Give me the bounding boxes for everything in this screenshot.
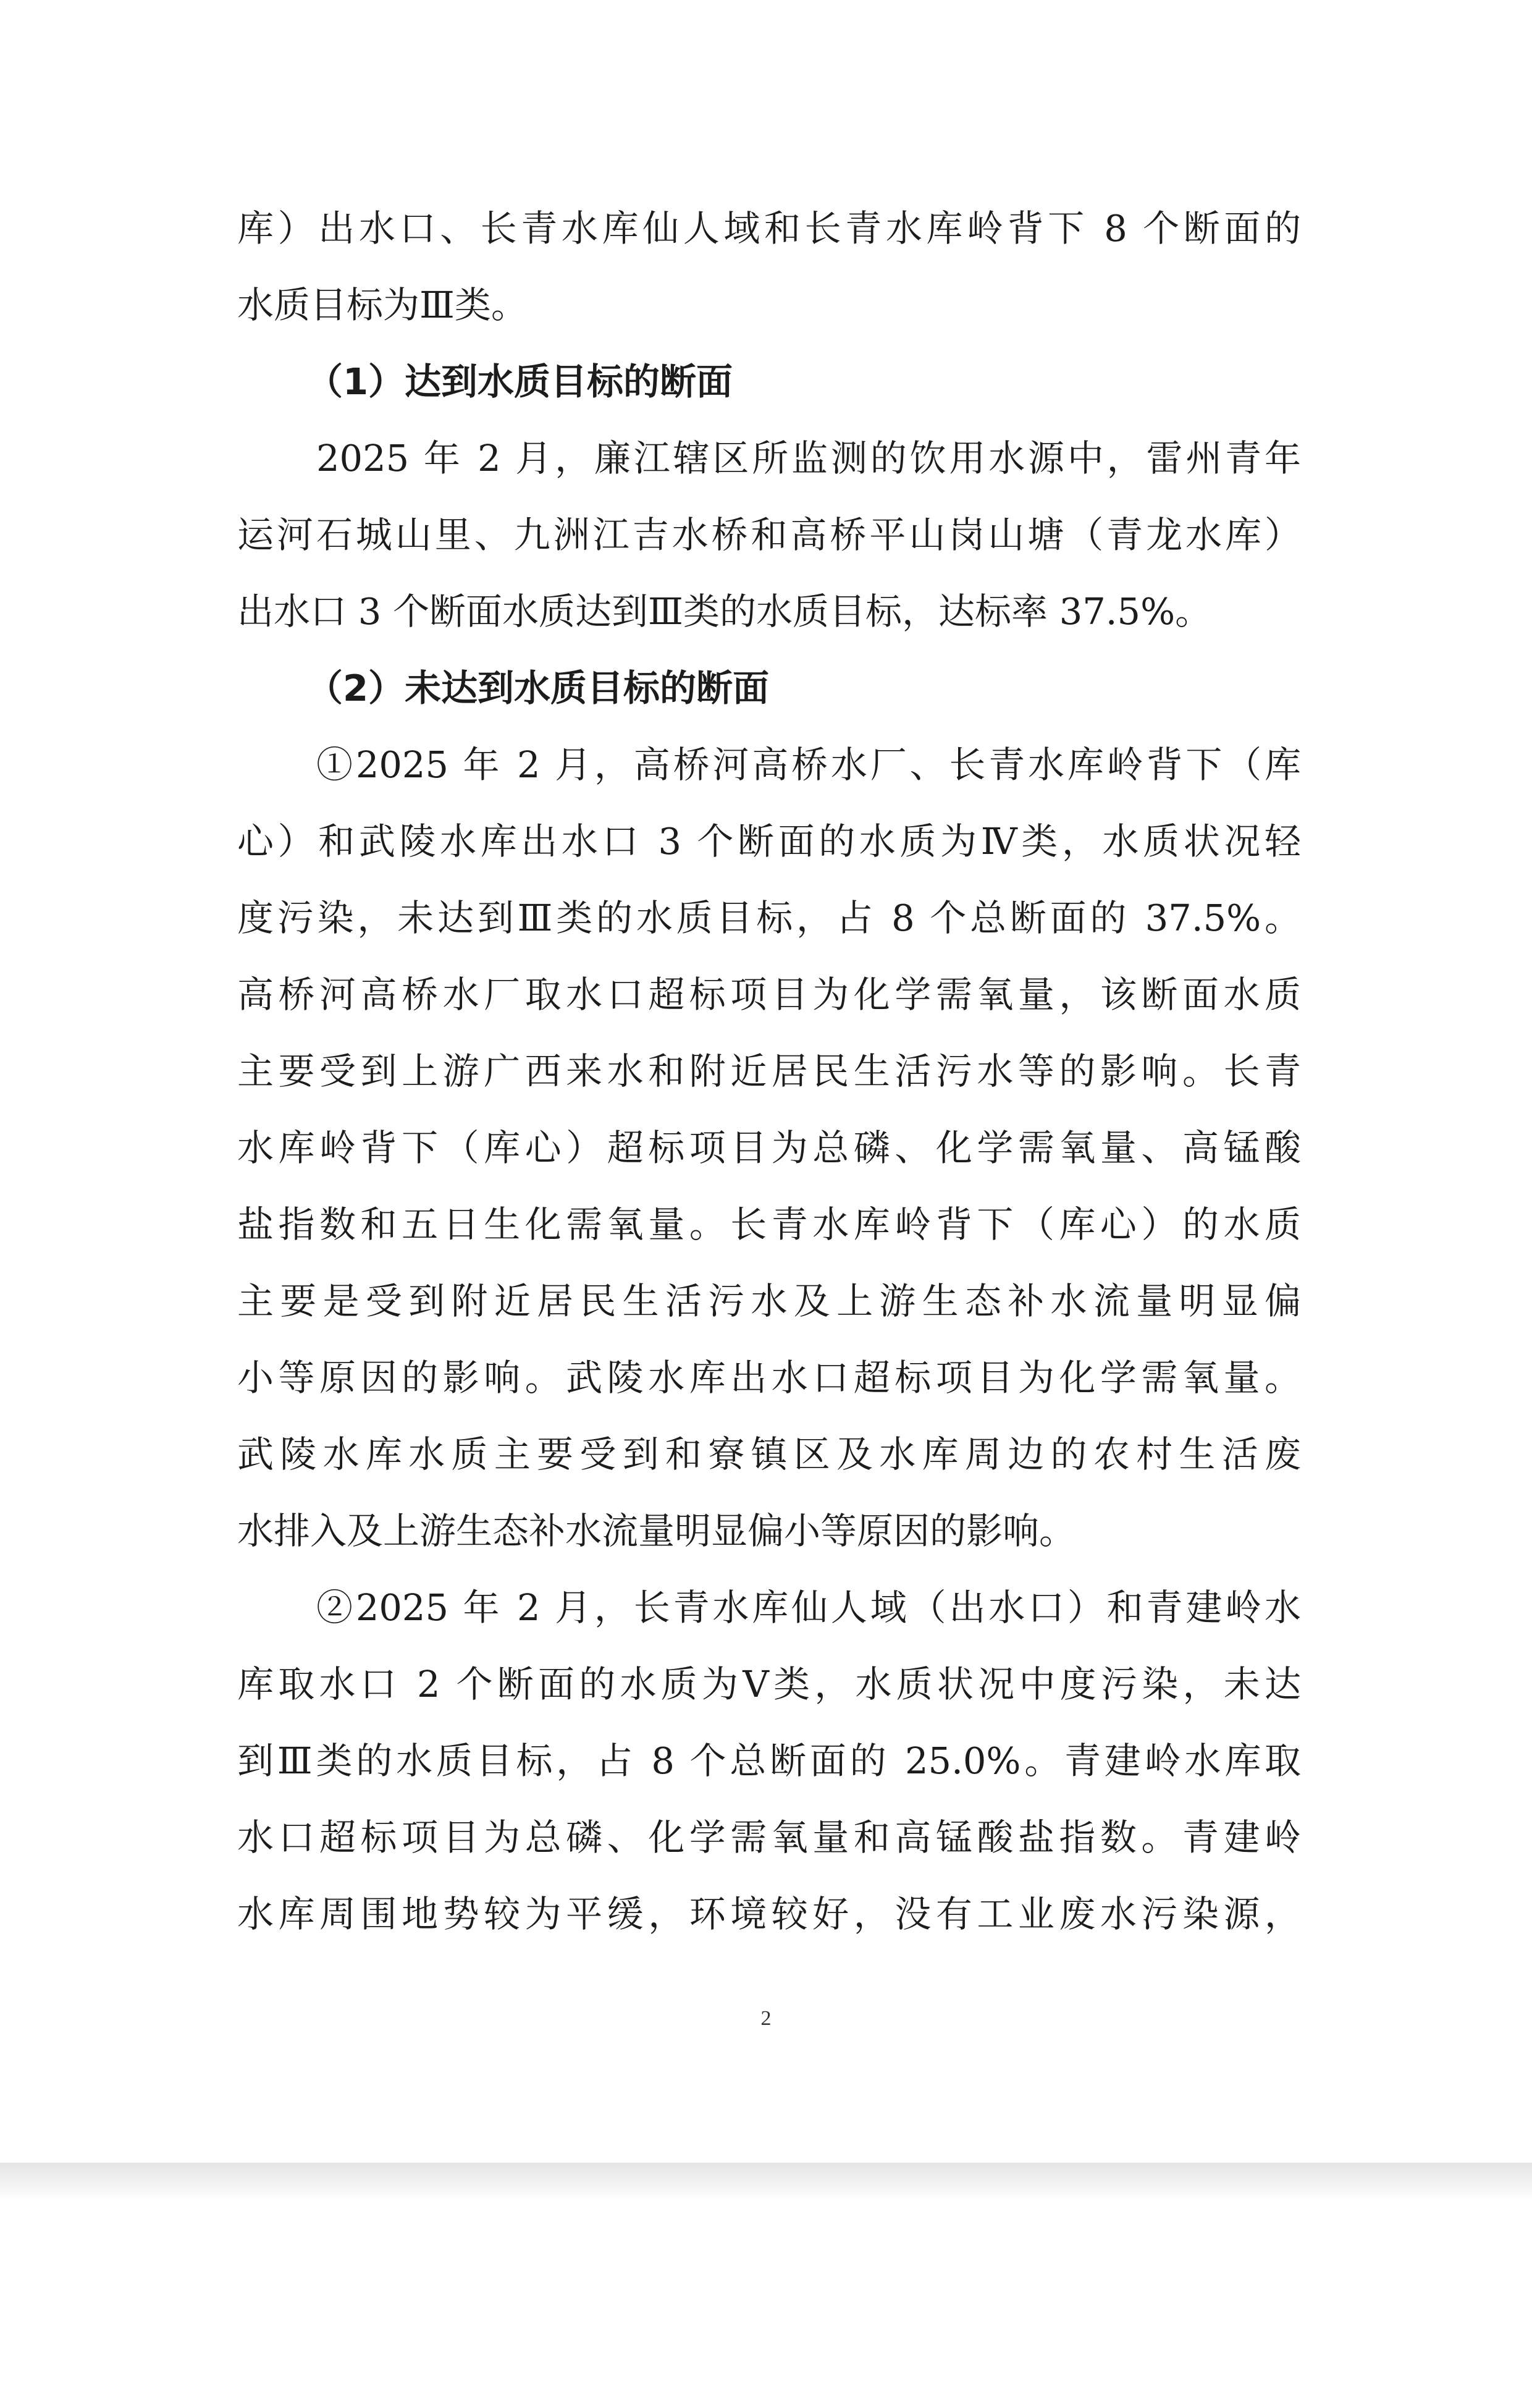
text-line: 高桥河高桥水厂取水口超标项目为化学需氧量，该断面水质 bbox=[237, 973, 1301, 1016]
section-heading: （2）未达到水质目标的断面 bbox=[306, 667, 770, 709]
text-line: 主要受到上游广西来水和附近居民生活污水等的影响。长青 bbox=[237, 1050, 1301, 1092]
paragraph-first-line: ②2025 年 2 月，长青水库仙人域（出水口）和青建岭水 bbox=[316, 1586, 1301, 1629]
text-line: 主要是受到附近居民生活污水及上游生态补水流量明显偏 bbox=[237, 1280, 1301, 1322]
text-line: 水口超标项目为总磷、化学需氧量和高锰酸盐指数。青建岭 bbox=[237, 1816, 1301, 1859]
text-line: 到Ⅲ类的水质目标，占 8 个总断面的 25.0%。青建岭水库取 bbox=[237, 1739, 1301, 1782]
document-body bbox=[237, 190, 1301, 1953]
text-line: 武陵水库水质主要受到和寮镇区及水库周边的农村生活废 bbox=[237, 1433, 1301, 1476]
text-line: 出水口 3 个断面水质达到Ⅲ类的水质目标，达标率 37.5%。 bbox=[237, 590, 1212, 633]
text-line: 小等原因的影响。武陵水库出水口超标项目为化学需氧量。 bbox=[237, 1356, 1301, 1399]
text-line: 水排入及上游生态补水流量明显偏小等原因的影响。 bbox=[237, 1510, 1076, 1552]
paragraph-first-line: 2025 年 2 月，廉江辖区所监测的饮用水源中，雷州青年 bbox=[316, 437, 1301, 479]
text-line: 盐指数和五日生化需氧量。长青水库岭背下（库心）的水质 bbox=[237, 1203, 1301, 1246]
section-heading: （1）达到水质目标的断面 bbox=[306, 360, 733, 403]
text-line: 水库周围地势较为平缓，环境较好，没有工业废水污染源， bbox=[237, 1893, 1301, 1935]
text-line: 水质目标为Ⅲ类。 bbox=[237, 284, 528, 326]
text-line: 水库岭背下（库心）超标项目为总磷、化学需氧量、高锰酸 bbox=[237, 1126, 1301, 1169]
text-line: 度污染，未达到Ⅲ类的水质目标，占 8 个总断面的 37.5%。 bbox=[237, 897, 1301, 939]
page-number: 2 bbox=[760, 2007, 772, 2030]
text-line: 运河石城山里、九洲江吉水桥和高桥平山岗山塘（青龙水库） bbox=[237, 513, 1301, 556]
page-edge-shadow bbox=[0, 2163, 1532, 2201]
text-line: 库）出水口、长青水库仙人域和长青水库岭背下 8 个断面的 bbox=[237, 207, 1301, 250]
text-line: 库取水口 2 个断面的水质为Ⅴ类，水质状况中度污染，未达 bbox=[237, 1663, 1301, 1705]
text-line: 心）和武陵水库出水口 3 个断面的水质为Ⅳ类，水质状况轻 bbox=[237, 820, 1301, 863]
paragraph-first-line: ①2025 年 2 月，高桥河高桥水厂、长青水库岭背下（库 bbox=[316, 743, 1301, 786]
